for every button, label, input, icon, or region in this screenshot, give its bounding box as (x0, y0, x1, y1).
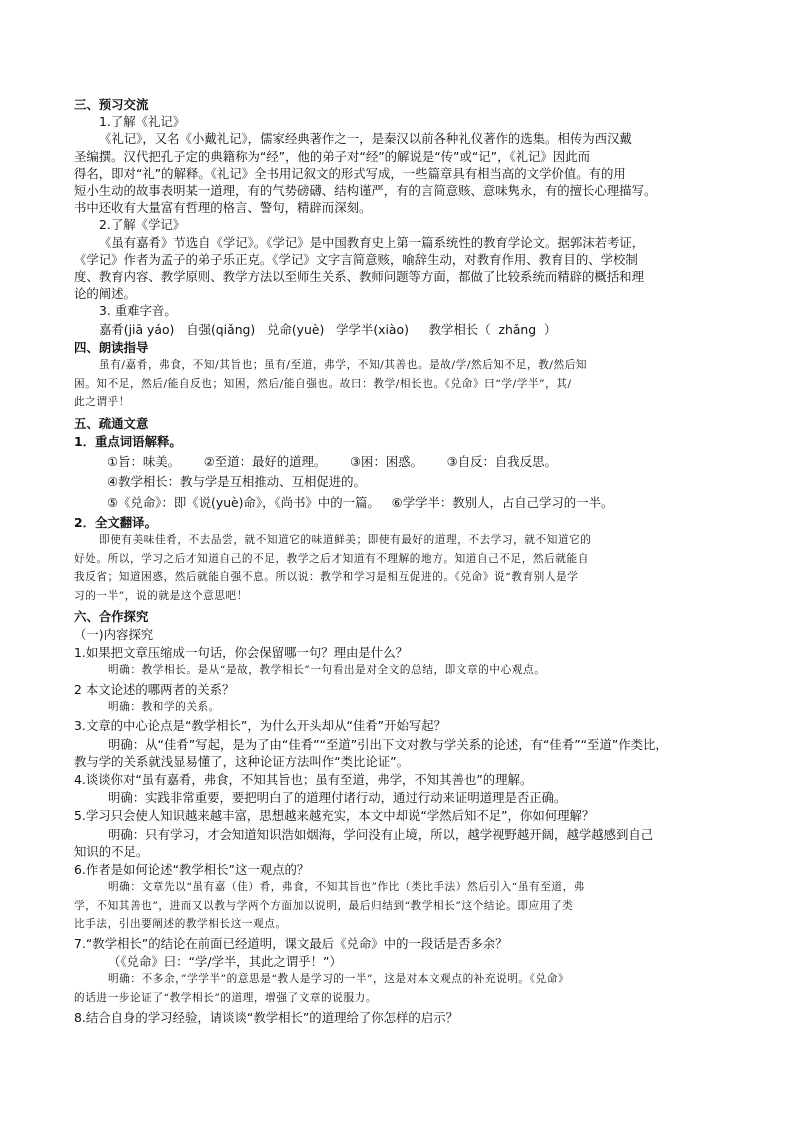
reading-guide-line: 困。知不足，然后/能自反也；知困，然后/能自强也。故曰：教学/相长也。《兑命》曰“学/学半”，其/ (74, 377, 572, 390)
liji-line: 圣编撰。汉代把孔子定的典籍称为“经”，他的弟子对“经”的解说是“传”或“记”，《礼记》因此而 (74, 148, 590, 164)
liji-line: 《礼记》，又名《小戴礼记》，儒家经典著作之一，是秦汉以前各种礼仪著作的选集。相传为西汉戴 (99, 131, 632, 147)
xueji-line: 论的阐述。 (74, 286, 136, 302)
vocab-line: ④教学相长：教与学是互相推动、互相促进的。 (107, 474, 366, 490)
answer-7-line: 的话进一步论证了“教学相长”的道理，增强了文章的说服力。 (74, 992, 378, 1005)
answer-2: 明确：教和学的关系。 (108, 700, 220, 713)
explore-subheading: （一)内容探究 (74, 626, 154, 642)
question-7-quote: （《兑命》曰：“学/学半，其此之谓乎！”） (108, 954, 342, 970)
pronunciation-title: 3. 重难字音。 (99, 303, 177, 319)
xueji-line: 《虽有嘉肴》节选自《学记》。《学记》是中国教育史上第一篇系统性的教育学论文。据郭沫若考证， (99, 234, 645, 250)
section-heading-explore: 六、合作探究 (74, 609, 149, 625)
liji-line: 书中还收有大量富有哲理的格言、警句，精辟而深刻。 (74, 200, 372, 216)
answer-3-line: 教与学的关系就浅显易懂了，这种论证方法叫作“类比论证”。 (74, 753, 409, 769)
section-heading-preview: 三、预习交流 (74, 97, 149, 112)
question-1: 1.如果把文章压缩成一句话，你会保留哪一句？理由是什么？ (74, 644, 408, 660)
translation-title: 2．全文翻译。 (74, 514, 157, 530)
question-2: 2 本文论述的哪两者的关系？ (74, 681, 235, 697)
liji-line: 得名，即对“礼”的解释。《礼记》全书用记叙文的形式写成，一些篇章具有相当高的文学价值。有的用 (74, 165, 626, 181)
question-7: 7.“教学相长”的结论在前面已经道明，课文最后《兑命》中的一段话是否多余？ (74, 936, 508, 952)
worksheet-page (74, 96, 722, 1026)
translation-line: 即使有美味佳肴，不去品尝，就不知道它的味道鲜美；即使有最好的道理，不去学习，就不知道它的 (99, 534, 592, 547)
reading-guide-line: 虽有/嘉肴，弗食，不知/其旨也；虽有/至道，弗学，不知/其善也。是故/学/然后知不足，教/然后知 (99, 359, 588, 372)
answer-7-line: 明确：不多余，”学学半”的意思是“教人是学习的一半”，这是对本文观点的补充说明。《兑命》 (108, 973, 570, 986)
vocab-line: ⑤《兑命》：即《说(yuè)命》，《尚书》中的一篇。 ⑥学学半：教别人，占自己学习的一半。 (107, 494, 614, 510)
answer-3-line: 明确：从“佳肴”写起，是为了由“佳肴”“至道”引出下文对教与学关系的论述，有“佳肴”“至道”作类比， (108, 736, 668, 752)
key-words-title: 1．重点词语解释。 (74, 434, 182, 450)
translation-line: 好处。所以，学习之后才知道自己的不足，教学之后才知道有不理解的地方。知道自己不足，然后就能自 (74, 552, 589, 565)
question-6: 6.作者是如何论述“教学相长”这一观点的？ (74, 862, 310, 878)
pronunciation-line: 嘉肴(jiā yáo) 自强(qiǎng) 兑命(yuè) 学学半(xiào) 教学相长（ zhǎng ） (99, 321, 557, 337)
xueji-line: 《学记》作者为孟子的弟子乐正克。《学记》文字言简意赅，喻辞生动，对教育作用、教育目的、学校制 (74, 251, 638, 267)
answer-6-line: 比手法，引出要阐述的教学相长这一观点。 (74, 918, 287, 931)
translation-line: 我反省；知道困惑，然后就能自强不息。所以说：教学和学习是相互促进的。《兑命》说“教育别人是学 (74, 571, 579, 584)
question-5: 5.学习只会使人知识越来越丰富，思想越来越充实，本文中却说“学然后知不足”，你如何理解？ (74, 808, 595, 824)
answer-6-line: 学，不知其善也”，进而又以教与学两个方面加以说明，最后归结到“教学相长”这个结论。即应用了类 (74, 899, 574, 912)
reading-guide-line: 此之谓乎！ (74, 396, 130, 409)
question-3: 3.文章的中心论点是“教学相长”，为什么开头却从“佳肴”开始写起？ (74, 718, 447, 734)
section-heading-reading: 四、朗读指导 (74, 339, 149, 355)
section-heading-meaning: 五、疏通文意 (74, 415, 149, 431)
answer-6-line: 明确：文章先以“虽有嘉（佳）肴，弗食，不知其旨也”作比（类比手法）然后引入“虽有至道，弗 (108, 881, 585, 894)
xueji-line: 度、教育内容、教学原则、教学方法以至师生关系、教师问题等方面，都做了比较系统而精辟的概括和理 (74, 269, 644, 285)
translation-line: 习的一半”，说的就是这个意思吧！ (74, 589, 248, 602)
answer-4: 明确：实践非常重要，要把明白了的道理付诸行动，通过行动来证明道理是否正确。 (108, 790, 567, 806)
question-8: 8.结合自身的学习经验，请谈谈“教学相长”的道理给了你怎样的启示？ (74, 1009, 458, 1025)
xueji-title: 2.了解《学记》 (99, 217, 186, 233)
answer-5-line: 知识的不足。 (74, 843, 149, 859)
answer-5-line: 明确：只有学习，才会知道知识浩如烟海，学问没有止境，所以，越学视野越开阔，越学越感到自己 (108, 826, 654, 842)
liji-line: 短小生动的故事表明某一道理，有的气势磅礴、结构谨严，有的言简意赅、意味隽永，有的擅长心理描写。 (74, 183, 657, 199)
vocab-line: ①旨：味美。 ②至道：最好的道理。 ③困：困惑。 ③自反：自我反思。 (107, 454, 557, 470)
question-4: 4.谈谈你对“虽有嘉肴，弗食，不知其旨也；虽有至道，弗学，不知其善也”的理解。 (74, 772, 533, 788)
liji-title: 1.了解《礼记》 (99, 114, 186, 130)
answer-1: 明确：教学相长。是从“是故，教学相长”一句看出是对全文的总结，即文章的中心观点。 (108, 664, 546, 677)
